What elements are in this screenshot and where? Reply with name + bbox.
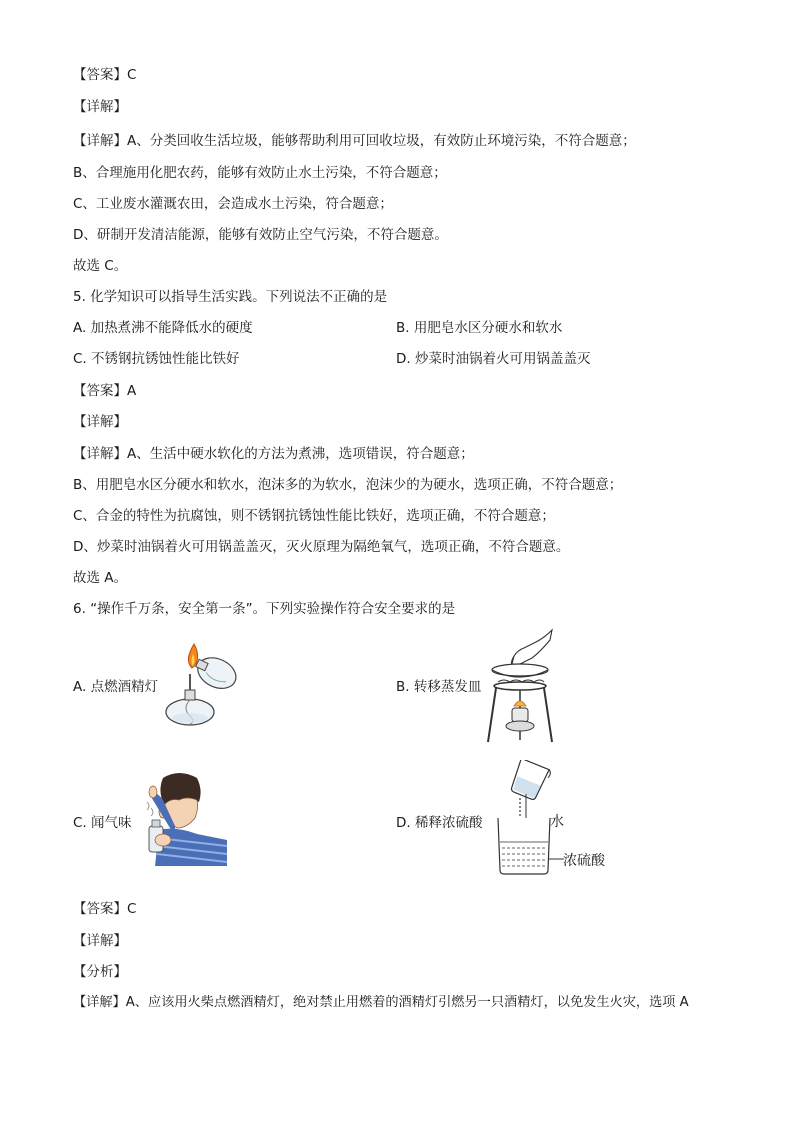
q5-option-d: D. 炒菜时油锅着火可用锅盖盖灭 [396, 351, 591, 367]
dilute-acid-figure [492, 760, 554, 878]
q5-detail-line: C、合金的特性为抗腐蚀，则不锈钢抗锈蚀性能比铁好，选项正确，不符合题意； [73, 508, 555, 524]
q6-option-a: A. 点燃酒精灯 [73, 679, 159, 695]
q4-detail-line: 【详解】A、分类回收生活垃圾，能够帮助利用可回收垃圾，有效防止环境污染，不符合题意； [73, 133, 636, 149]
q5-option-c: C. 不锈钢抗锈蚀性能比铁好 [73, 351, 240, 367]
q6-detail-line: 【详解】A、应该用火柴点燃酒精灯，绝对禁止用燃着的酒精灯引燃另一只酒精灯，以免发生火灾，选项 A [73, 995, 689, 1010]
q6-option-d: D. 稀释浓硫酸 [396, 815, 483, 831]
q6-stem: 6. “操作千万条，安全第一条”。下列实验操作符合安全要求的是 [73, 601, 456, 617]
smelling-gas-figure [145, 770, 233, 868]
q5-option-b: B. 用肥皂水区分硬水和软水 [396, 320, 563, 336]
q5-detail-line: D、炒菜时油锅着火可用锅盖盖灭，灭火原理为隔绝氧气，选项正确，不符合题意。 [73, 539, 570, 555]
q4-detail-heading: 【详解】 [73, 99, 127, 115]
alcohol-lamp-figure [160, 640, 246, 730]
q4-detail-line: B、合理施用化肥农药，能够有效防止水土污染，不符合题意； [73, 165, 447, 181]
label-leader-line [548, 856, 564, 862]
q6-detail-heading: 【详解】 [73, 933, 127, 949]
q5-conclusion: 故选 A。 [73, 570, 128, 586]
q4-conclusion: 故选 C。 [73, 258, 128, 274]
label-concentrated-acid: 浓硫酸 [563, 853, 605, 869]
q6-option-b: B. 转移蒸发皿 [396, 679, 482, 695]
q4-detail-line: C、工业废水灌溉农田，会造成水土污染，符合题意； [73, 196, 393, 212]
q5-detail-heading: 【详解】 [73, 414, 127, 430]
q4-detail-line: D、研制开发清洁能源，能够有效防止空气污染，不符合题意。 [73, 227, 448, 243]
q6-option-c: C. 闻气味 [73, 815, 132, 831]
q6-analysis-heading: 【分析】 [73, 964, 127, 980]
label-water: 水 [550, 814, 564, 830]
q6-answer: 【答案】C [73, 901, 137, 917]
q4-answer: 【答案】C [73, 67, 137, 83]
evaporating-dish-figure [484, 628, 564, 746]
q5-detail-line: 【详解】A、生活中硬水软化的方法为煮沸，选项错误，符合题意； [73, 446, 474, 462]
q5-answer: 【答案】A [73, 383, 137, 399]
q5-stem: 5. 化学知识可以指导生活实践。下列说法不正确的是 [73, 289, 388, 305]
q5-detail-line: B、用肥皂水区分硬水和软水，泡沫多的为软水，泡沫少的为硬水，选项正确，不符合题意； [73, 477, 623, 493]
q5-option-a: A. 加热煮沸不能降低水的硬度 [73, 320, 253, 336]
